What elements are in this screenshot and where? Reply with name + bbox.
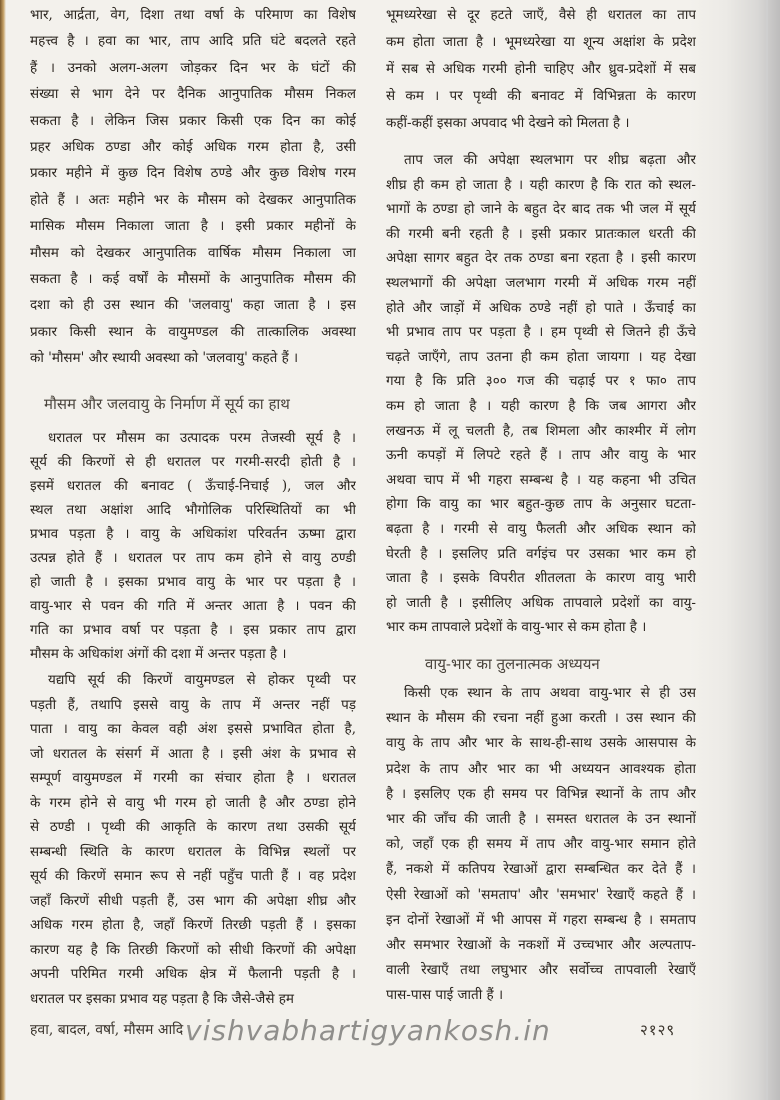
- text-line: इन दोनों रेखाओं में भी आपस में गहरा सम्बन्ध है । समताप: [386, 911, 696, 928]
- text-line: पाता । वायु का केवल वही अंश इससे प्रभावित होता है,: [30, 721, 356, 737]
- text-line: वायु-भार से पवन की गति में अन्तर आता है । पवन की: [30, 598, 356, 614]
- text-line: ताप जल की अपेक्षा स्थलभाग पर शीघ्र बढ़ता और: [404, 152, 696, 168]
- text-line: जो धरातल के संसर्ग में आता है । इसी अंश के प्रभाव से: [30, 745, 356, 762]
- page-number: २१२९: [640, 1021, 676, 1039]
- text-line: मासिक मौसम निकाला जाता है । इसी प्रकार महीनों के: [30, 218, 356, 235]
- section-heading-pressure-study: वायु-भार का तुलनात्मक अध्ययन: [425, 655, 600, 673]
- watermark: vishvabhartigyankosh.in: [185, 1014, 551, 1047]
- text-line: यद्यपि सूर्य की किरणें वायुमण्डल से होकर पृथ्वी पर: [48, 672, 356, 688]
- text-line: भार, आर्द्रता, वेग, दिशा तथा वर्षा के परिमाण का विशेष: [30, 7, 356, 23]
- book-spine-edge: [0, 0, 6, 1100]
- text-line: स्थान के मौसम की रचना नहीं हुआ करती । उस स्थान की: [386, 710, 696, 727]
- text-line: गति का प्रभाव वर्षा पर पड़ता है । इस प्रकार ताप द्वारा: [30, 622, 356, 638]
- text-line: ऐसी रेखाओं को 'समताप' और 'समभार' रेखाएँ कहते हैं ।: [386, 886, 696, 903]
- text-line: पड़ती हैं, तथापि इससे वायु के ताप में अन्तर नहीं पड़: [30, 696, 356, 713]
- text-line: स्थल तथा अक्षांश आदि भौगोलिक परिस्थितियों का भी: [30, 502, 356, 518]
- text-line: होगा कि वायु का भार बहुत-कुछ ताप के अनुसार घटता-: [386, 496, 696, 513]
- text-line: सकता है । कई वर्षों के मौसमों के आनुपातिक मौसम की: [30, 271, 356, 287]
- text-line: मौसम को देखकर आनुपातिक वार्षिक मौसम निकाला जा: [30, 244, 356, 261]
- text-line: वाली रेखाएँ तथा लघुभार और सर्वोच्च तापवाली रेखाएँ: [386, 962, 696, 979]
- text-line: को 'मौसम' और स्थायी अवस्था को 'जलवायु' कहते हैं ।: [30, 350, 299, 367]
- text-line: और समभार रेखाओं के नकशों में उच्चभार और अल्पताप-: [386, 937, 696, 953]
- text-line: भी प्रभाव ताप पर पड़ता है । हम पृथ्वी से जितने ही ऊँचे: [386, 324, 696, 341]
- text-line: होते हैं । अतः महीने भर के मौसम को देखकर आनुपातिक: [30, 191, 356, 208]
- text-line: प्रकार महीने में कुछ दिन विशेष ठण्डे और कुछ विशेष गरम: [30, 165, 356, 182]
- text-line: अपनी परिमित गरमी अधिक क्षेत्र में फैलानी पड़ती है ।: [30, 966, 356, 982]
- text-line: शीघ्र ही कम हो जाता है । यही कारण है कि रात को स्थल-: [386, 176, 696, 193]
- text-line: की गरमी बनी रहती है । इसी प्रकार प्रातःकाल धरती की: [386, 225, 696, 242]
- text-line: मौसम के अधिकांश अंगों की दशा में अन्तर पड़ता है ।: [30, 646, 287, 662]
- text-line: हो जाती है । इसीलिए अधिक तापवाले प्रदेशों का वायु-: [386, 594, 696, 611]
- text-line: सकता है । लेकिन जिस प्रकार किसी एक दिन का कोई: [30, 112, 356, 129]
- text-line: अपेक्षा सागर बहुत देर तक ठण्डा बना रहता है । इसी कारण: [386, 250, 696, 267]
- text-line: जाता है । इसके विपरीत शीतलता के कारण वायु भारी: [386, 570, 696, 587]
- text-line: स्थलभागों की अपेक्षा जलभाग गरमी में अधिक गरम नहीं: [386, 275, 696, 291]
- text-line: में सब से अधिक गरमी होनी चाहिए और ध्रुव-प्रदेशों में सब: [386, 61, 696, 77]
- text-line: भार कम तापवाले प्रदेशों के वायु-भार से कम होता है ।: [386, 619, 647, 636]
- text-line: अधिक गरम होता है, जहाँ किरणें तिरछी पड़ती हैं । इसका: [30, 917, 356, 933]
- text-line: प्रकार किसी स्थान के वायुमण्डल की तात्कालिक अवस्था: [30, 323, 356, 340]
- text-line: इसमें धरातल की बनावट ( ऊँचाई-निचाई ), जल और: [30, 478, 356, 494]
- text-line: हैं । उनको अलग-अलग जोड़कर दिन भर के घंटों की: [30, 59, 356, 76]
- text-line: महत्त्व है । हवा का भार, ताप आदि प्रति घंटे बदलते रहते: [30, 33, 356, 50]
- text-line: गया है कि प्रति ३०० गज की चढ़ाई पर १ फा० ताप: [386, 373, 696, 390]
- text-line: कम हो जाता है । यही कारण है कि जब आगरा और: [386, 398, 696, 414]
- text-line: वायु के ताप और भार के साथ-ही-साथ उसके आसपास के: [386, 735, 696, 752]
- text-line: अथवा चाप में भी गहरा सम्बन्ध है । यह कहना भी उचित: [386, 471, 696, 488]
- text-line: हो जाती है । इसका प्रभाव वायु के भार पर पड़ता है ।: [30, 574, 356, 590]
- text-line: किसी एक स्थान के ताप अथवा वायु-भार से ही उस: [404, 685, 696, 701]
- text-line: पास-पास पाई जाती हैं ।: [386, 987, 504, 1004]
- running-footer-title: हवा, बादल, वर्षा, मौसम आदि: [30, 1022, 184, 1038]
- text-line: ऊनी कपड़ों में लिपटे रहते हैं । ताप और वायु के भार: [386, 447, 696, 464]
- text-line: संख्या से भाग देने पर दैनिक आनुपातिक मौसम निकल: [30, 86, 356, 103]
- text-line: चढ़ते जाएँगे, ताप उतना ही कम होता जायगा । यह देखा: [386, 348, 696, 365]
- text-line: भूमध्यरेखा से दूर हटते जाएँ, वैसे ही धरातल का ताप: [386, 7, 696, 23]
- text-line: सूर्य की किरणें समान रूप से नहीं पहुँच पाती हैं । वह प्रदेश: [30, 868, 356, 884]
- text-line: बढ़ता है । गरमी से वायु फैलती और अधिक स्थान को: [386, 521, 696, 537]
- text-line: कारण यह है कि तिरछी किरणों को सीधी किरणों की अपेक्षा: [30, 941, 356, 958]
- text-line: भागों के ठण्डा हो जाने के बहुत देर बाद तक भी जल में सूर्य: [386, 201, 696, 218]
- text-line: दशा को ही उस स्थान की 'जलवायु' कहा जाता है । इस: [30, 297, 356, 314]
- text-line: धरातल पर मौसम का उत्पादक परम तेजस्वी सूर्य है ।: [48, 430, 356, 446]
- text-line: प्रदेश के ताप और भार का भी अध्ययन आवश्यक होता: [386, 760, 696, 777]
- section-heading-sun-role: मौसम और जलवायु के निर्माण में सूर्य का हाथ: [44, 395, 290, 413]
- text-line: से कम । पर पृथ्वी की बनावट में विभिन्नता के कारण: [386, 88, 696, 104]
- text-line: कहीं-कहीं इसका अपवाद भी देखने को मिलता है ।: [386, 115, 630, 131]
- text-line: है । इसलिए एक ही समय पर विभिन्न स्थानों के ताप और: [386, 785, 696, 802]
- text-line: को, जहाँ एक ही समय में ताप और वायु-भार समान होते: [386, 836, 696, 853]
- text-line: लखनऊ में लू चलती है, तब शिमला और काश्मीर में लोग: [386, 422, 696, 439]
- text-line: प्रभाव पड़ता है । वायु के अधिकांश परिवर्तन ऊष्मा द्वारा: [30, 526, 356, 542]
- text-line: उत्पन्न होते हैं । धरातल पर ताप कम होने से वायु ठण्डी: [30, 550, 356, 566]
- text-line: घेरती है । इसलिए प्रति वर्गइंच पर उसका भार कम हो: [386, 545, 696, 562]
- text-line: कम होता जाता है । भूमध्यरेखा या शून्य अक्षांश के प्रदेश: [386, 34, 696, 50]
- text-line: प्रहर अधिक ठण्डा और कोई अधिक गरम होता है, उसी: [30, 139, 356, 155]
- page-edge-line: [766, 0, 768, 1100]
- text-line: धरातल पर इसका प्रभाव यह पड़ता है कि जैसे-जैसे हम: [30, 990, 294, 1007]
- text-line: जहाँ किरणें सीधी पड़ती हैं, उस भाग की अपेक्षा शीघ्र और: [30, 892, 356, 909]
- text-line: होते और जाड़ों में अधिक ठण्डे नहीं हो पाते । ऊँचाई का: [386, 299, 696, 316]
- text-line: हैं, नकशे में कतिपय रेखाओं द्वारा सम्बन्धित कर देते हैं ।: [386, 861, 696, 878]
- text-line: के गरम होने से वायु भी गरम हो जाती है और ठण्डा होने: [30, 794, 356, 811]
- text-line: भार की जाँच की जाती है । समस्त धरातल के उन स्थानों: [386, 811, 696, 827]
- text-line: सम्पूर्ण वायुमण्डल में गरमी का संचार होता है । धरातल: [30, 770, 356, 786]
- text-line: से ठण्डी । पृथ्वी की आकृति के कारण तथा उसकी सूर्य: [30, 819, 356, 835]
- text-line: सूर्य की किरणों से ही धरातल पर गरमी-सरदी होती है ।: [30, 454, 356, 470]
- text-line: सम्बन्धी स्थिति के कारण धरातल के विभिन्न स्थलों पर: [30, 843, 356, 860]
